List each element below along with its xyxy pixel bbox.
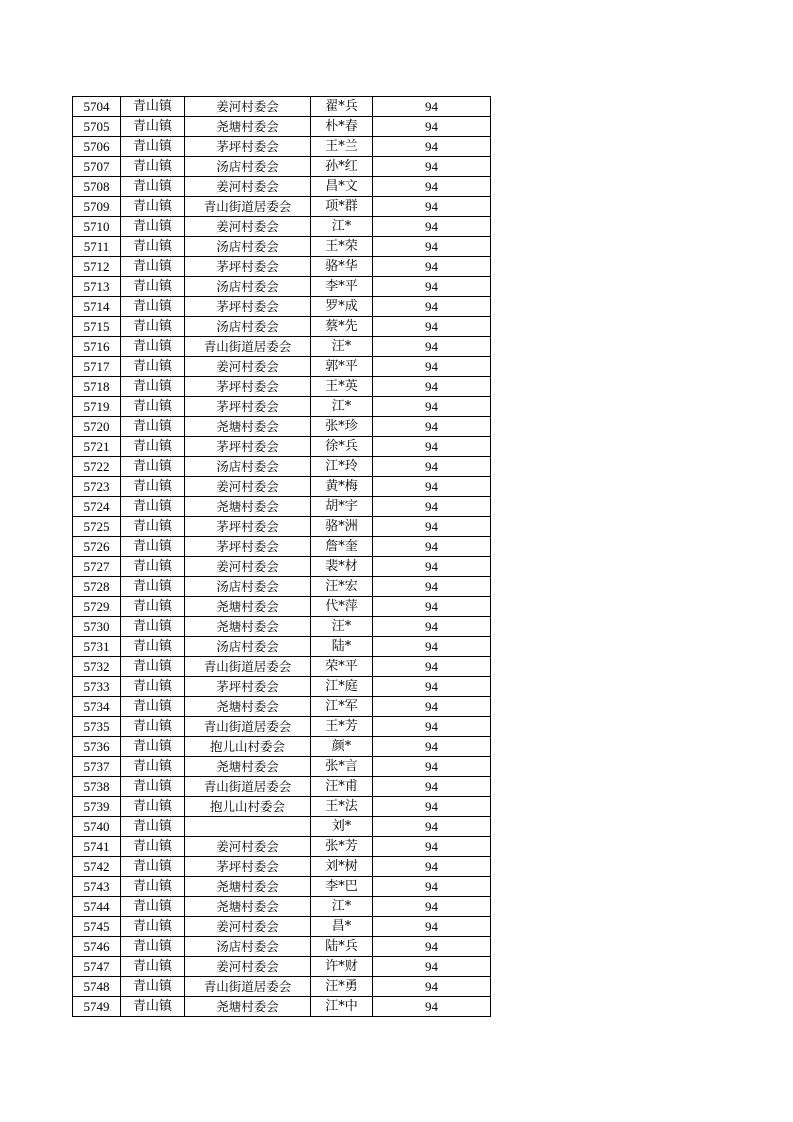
score-cell: 94 xyxy=(373,677,491,697)
row-number-cell: 5714 xyxy=(73,297,121,317)
row-number-cell: 5732 xyxy=(73,657,121,677)
town-cell: 青山镇 xyxy=(121,337,185,357)
row-number-cell: 5747 xyxy=(73,957,121,977)
table-row xyxy=(73,437,491,457)
person-name-cell: 黄*梅 xyxy=(311,477,373,497)
row-number-cell: 5717 xyxy=(73,357,121,377)
row-number-cell: 5718 xyxy=(73,377,121,397)
town-cell: 青山镇 xyxy=(121,857,185,877)
town-cell: 青山镇 xyxy=(121,937,185,957)
person-name-cell: 蔡*先 xyxy=(311,317,373,337)
table-row xyxy=(73,357,491,377)
score-cell: 94 xyxy=(373,777,491,797)
row-number-cell: 5748 xyxy=(73,977,121,997)
row-number-cell: 5741 xyxy=(73,837,121,857)
person-name-cell: 陆*兵 xyxy=(311,937,373,957)
person-name-cell: 刘*树 xyxy=(311,857,373,877)
table-row xyxy=(73,297,491,317)
table-row xyxy=(73,837,491,857)
person-name-cell: 江*庭 xyxy=(311,677,373,697)
score-cell: 94 xyxy=(373,957,491,977)
town-cell: 青山镇 xyxy=(121,717,185,737)
person-name-cell: 徐*兵 xyxy=(311,437,373,457)
person-name-cell: 王*兰 xyxy=(311,137,373,157)
score-cell: 94 xyxy=(373,817,491,837)
person-name-cell: 江*中 xyxy=(311,997,373,1017)
row-number-cell: 5724 xyxy=(73,497,121,517)
committee-cell: 青山街道居委会 xyxy=(185,657,311,677)
score-cell: 94 xyxy=(373,357,491,377)
person-name-cell: 江* xyxy=(311,217,373,237)
row-number-cell: 5742 xyxy=(73,857,121,877)
score-cell: 94 xyxy=(373,217,491,237)
committee-cell: 茅坪村委会 xyxy=(185,297,311,317)
table-row xyxy=(73,697,491,717)
committee-cell: 汤店村委会 xyxy=(185,637,311,657)
committee-cell: 汤店村委会 xyxy=(185,577,311,597)
person-name-cell: 朴*春 xyxy=(311,117,373,137)
score-cell: 94 xyxy=(373,197,491,217)
town-cell: 青山镇 xyxy=(121,117,185,137)
table-row xyxy=(73,637,491,657)
town-cell: 青山镇 xyxy=(121,797,185,817)
committee-cell: 姜河村委会 xyxy=(185,837,311,857)
person-name-cell: 孙*红 xyxy=(311,157,373,177)
table-row xyxy=(73,857,491,877)
row-number-cell: 5733 xyxy=(73,677,121,697)
score-cell: 94 xyxy=(373,637,491,657)
row-number-cell: 5749 xyxy=(73,997,121,1017)
committee-cell: 茅坪村委会 xyxy=(185,677,311,697)
committee-cell: 茅坪村委会 xyxy=(185,397,311,417)
person-name-cell: 王*英 xyxy=(311,377,373,397)
person-name-cell: 张*珍 xyxy=(311,417,373,437)
row-number-cell: 5737 xyxy=(73,757,121,777)
table-row xyxy=(73,917,491,937)
row-number-cell: 5707 xyxy=(73,157,121,177)
committee-cell: 抱儿山村委会 xyxy=(185,737,311,757)
table-row xyxy=(73,257,491,277)
town-cell: 青山镇 xyxy=(121,697,185,717)
score-cell: 94 xyxy=(373,137,491,157)
score-cell: 94 xyxy=(373,517,491,537)
row-number-cell: 5730 xyxy=(73,617,121,637)
table-row xyxy=(73,657,491,677)
score-cell: 94 xyxy=(373,697,491,717)
row-number-cell: 5746 xyxy=(73,937,121,957)
table-row xyxy=(73,537,491,557)
town-cell: 青山镇 xyxy=(121,397,185,417)
table-row xyxy=(73,797,491,817)
score-cell: 94 xyxy=(373,377,491,397)
table-row xyxy=(73,977,491,997)
committee-cell: 茅坪村委会 xyxy=(185,377,311,397)
row-number-cell: 5711 xyxy=(73,237,121,257)
person-name-cell: 许*财 xyxy=(311,957,373,977)
committee-cell: 汤店村委会 xyxy=(185,457,311,477)
table-row xyxy=(73,877,491,897)
town-cell: 青山镇 xyxy=(121,97,185,117)
town-cell: 青山镇 xyxy=(121,917,185,937)
town-cell: 青山镇 xyxy=(121,137,185,157)
town-cell: 青山镇 xyxy=(121,537,185,557)
row-number-cell: 5721 xyxy=(73,437,121,457)
person-name-cell: 项*群 xyxy=(311,197,373,217)
committee-cell: 姜河村委会 xyxy=(185,557,311,577)
committee-cell: 尧塘村委会 xyxy=(185,757,311,777)
table-row xyxy=(73,957,491,977)
row-number-cell: 5715 xyxy=(73,317,121,337)
town-cell: 青山镇 xyxy=(121,237,185,257)
person-name-cell: 胡*宇 xyxy=(311,497,373,517)
row-number-cell: 5712 xyxy=(73,257,121,277)
committee-cell: 尧塘村委会 xyxy=(185,417,311,437)
person-name-cell: 代*萍 xyxy=(311,597,373,617)
row-number-cell: 5740 xyxy=(73,817,121,837)
score-cell: 94 xyxy=(373,597,491,617)
person-name-cell: 昌*文 xyxy=(311,177,373,197)
committee-cell: 姜河村委会 xyxy=(185,477,311,497)
table-row xyxy=(73,597,491,617)
table-row xyxy=(73,617,491,637)
committee-cell: 茅坪村委会 xyxy=(185,857,311,877)
committee-cell: 抱儿山村委会 xyxy=(185,797,311,817)
person-name-cell: 詹*奎 xyxy=(311,537,373,557)
row-number-cell: 5708 xyxy=(73,177,121,197)
person-name-cell: 张*言 xyxy=(311,757,373,777)
table-row xyxy=(73,737,491,757)
town-cell: 青山镇 xyxy=(121,897,185,917)
table-row xyxy=(73,237,491,257)
person-name-cell: 翟*兵 xyxy=(311,97,373,117)
town-cell: 青山镇 xyxy=(121,837,185,857)
score-cell: 94 xyxy=(373,257,491,277)
town-cell: 青山镇 xyxy=(121,377,185,397)
town-cell: 青山镇 xyxy=(121,417,185,437)
person-name-cell: 江* xyxy=(311,897,373,917)
row-number-cell: 5705 xyxy=(73,117,121,137)
committee-cell: 茅坪村委会 xyxy=(185,437,311,457)
town-cell: 青山镇 xyxy=(121,357,185,377)
row-number-cell: 5731 xyxy=(73,637,121,657)
table-row xyxy=(73,137,491,157)
table-row xyxy=(73,457,491,477)
committee-cell: 汤店村委会 xyxy=(185,937,311,957)
row-number-cell: 5745 xyxy=(73,917,121,937)
score-cell: 94 xyxy=(373,857,491,877)
town-cell: 青山镇 xyxy=(121,677,185,697)
committee-cell: 青山街道居委会 xyxy=(185,717,311,737)
score-cell: 94 xyxy=(373,877,491,897)
table-row xyxy=(73,897,491,917)
row-number-cell: 5729 xyxy=(73,597,121,617)
score-cell: 94 xyxy=(373,837,491,857)
score-cell: 94 xyxy=(373,457,491,477)
town-cell: 青山镇 xyxy=(121,737,185,757)
score-cell: 94 xyxy=(373,337,491,357)
row-number-cell: 5709 xyxy=(73,197,121,217)
row-number-cell: 5726 xyxy=(73,537,121,557)
committee-cell: 尧塘村委会 xyxy=(185,897,311,917)
score-cell: 94 xyxy=(373,397,491,417)
table-row xyxy=(73,397,491,417)
table-row xyxy=(73,337,491,357)
committee-cell: 尧塘村委会 xyxy=(185,997,311,1017)
score-cell: 94 xyxy=(373,737,491,757)
table-row xyxy=(73,517,491,537)
town-cell: 青山镇 xyxy=(121,757,185,777)
town-cell: 青山镇 xyxy=(121,197,185,217)
score-cell: 94 xyxy=(373,177,491,197)
table-row xyxy=(73,117,491,137)
table-row xyxy=(73,377,491,397)
score-cell: 94 xyxy=(373,577,491,597)
person-name-cell: 荣*平 xyxy=(311,657,373,677)
town-cell: 青山镇 xyxy=(121,577,185,597)
score-cell: 94 xyxy=(373,117,491,137)
committee-cell: 尧塘村委会 xyxy=(185,697,311,717)
town-cell: 青山镇 xyxy=(121,817,185,837)
row-number-cell: 5734 xyxy=(73,697,121,717)
row-number-cell: 5723 xyxy=(73,477,121,497)
row-number-cell: 5720 xyxy=(73,417,121,437)
committee-cell: 茅坪村委会 xyxy=(185,137,311,157)
row-number-cell: 5739 xyxy=(73,797,121,817)
town-cell: 青山镇 xyxy=(121,877,185,897)
table-row xyxy=(73,557,491,577)
committee-cell: 青山街道居委会 xyxy=(185,977,311,997)
table-row xyxy=(73,997,491,1017)
town-cell: 青山镇 xyxy=(121,257,185,277)
row-number-cell: 5719 xyxy=(73,397,121,417)
committee-cell: 姜河村委会 xyxy=(185,917,311,937)
row-number-cell: 5704 xyxy=(73,97,121,117)
score-cell: 94 xyxy=(373,537,491,557)
town-cell: 青山镇 xyxy=(121,217,185,237)
score-cell: 94 xyxy=(373,277,491,297)
person-name-cell: 汪*勇 xyxy=(311,977,373,997)
committee-cell: 汤店村委会 xyxy=(185,317,311,337)
person-name-cell: 李*平 xyxy=(311,277,373,297)
person-name-cell: 裴*材 xyxy=(311,557,373,577)
row-number-cell: 5738 xyxy=(73,777,121,797)
person-name-cell: 张*芳 xyxy=(311,837,373,857)
row-number-cell: 5706 xyxy=(73,137,121,157)
committee-cell: 汤店村委会 xyxy=(185,277,311,297)
roster-table xyxy=(72,96,491,1017)
table-row xyxy=(73,477,491,497)
committee-cell: 姜河村委会 xyxy=(185,177,311,197)
committee-cell: 尧塘村委会 xyxy=(185,497,311,517)
town-cell: 青山镇 xyxy=(121,437,185,457)
table-row xyxy=(73,817,491,837)
score-cell: 94 xyxy=(373,797,491,817)
table-row xyxy=(73,777,491,797)
committee-cell: 茅坪村委会 xyxy=(185,537,311,557)
person-name-cell: 汪*甫 xyxy=(311,777,373,797)
score-cell: 94 xyxy=(373,717,491,737)
score-cell: 94 xyxy=(373,657,491,677)
person-name-cell: 汪*宏 xyxy=(311,577,373,597)
person-name-cell: 江*军 xyxy=(311,697,373,717)
row-number-cell: 5743 xyxy=(73,877,121,897)
person-name-cell: 昌* xyxy=(311,917,373,937)
score-cell: 94 xyxy=(373,917,491,937)
score-cell: 94 xyxy=(373,757,491,777)
committee-cell: 姜河村委会 xyxy=(185,357,311,377)
town-cell: 青山镇 xyxy=(121,997,185,1017)
town-cell: 青山镇 xyxy=(121,497,185,517)
score-cell: 94 xyxy=(373,997,491,1017)
person-name-cell: 罗*成 xyxy=(311,297,373,317)
committee-cell: 尧塘村委会 xyxy=(185,617,311,637)
person-name-cell: 汪* xyxy=(311,337,373,357)
score-cell: 94 xyxy=(373,437,491,457)
person-name-cell: 王*芳 xyxy=(311,717,373,737)
town-cell: 青山镇 xyxy=(121,617,185,637)
score-cell: 94 xyxy=(373,897,491,917)
table-row xyxy=(73,97,491,117)
score-cell: 94 xyxy=(373,157,491,177)
table-row xyxy=(73,317,491,337)
person-name-cell: 王*法 xyxy=(311,797,373,817)
table-row xyxy=(73,577,491,597)
score-cell: 94 xyxy=(373,237,491,257)
town-cell: 青山镇 xyxy=(121,557,185,577)
table-row xyxy=(73,677,491,697)
table-row xyxy=(73,937,491,957)
table-row xyxy=(73,217,491,237)
row-number-cell: 5716 xyxy=(73,337,121,357)
town-cell: 青山镇 xyxy=(121,977,185,997)
committee-cell: 姜河村委会 xyxy=(185,217,311,237)
roster-table-body xyxy=(73,97,491,1017)
row-number-cell: 5722 xyxy=(73,457,121,477)
person-name-cell: 骆*洲 xyxy=(311,517,373,537)
person-name-cell: 郭*平 xyxy=(311,357,373,377)
town-cell: 青山镇 xyxy=(121,277,185,297)
town-cell: 青山镇 xyxy=(121,597,185,617)
town-cell: 青山镇 xyxy=(121,517,185,537)
row-number-cell: 5735 xyxy=(73,717,121,737)
town-cell: 青山镇 xyxy=(121,777,185,797)
committee-cell: 尧塘村委会 xyxy=(185,597,311,617)
score-cell: 94 xyxy=(373,477,491,497)
committee-cell: 汤店村委会 xyxy=(185,157,311,177)
person-name-cell: 刘* xyxy=(311,817,373,837)
town-cell: 青山镇 xyxy=(121,177,185,197)
town-cell: 青山镇 xyxy=(121,657,185,677)
person-name-cell: 李*巴 xyxy=(311,877,373,897)
score-cell: 94 xyxy=(373,297,491,317)
committee-cell: 姜河村委会 xyxy=(185,97,311,117)
table-row xyxy=(73,757,491,777)
town-cell: 青山镇 xyxy=(121,477,185,497)
person-name-cell: 陆* xyxy=(311,637,373,657)
score-cell: 94 xyxy=(373,617,491,637)
committee-cell: 青山街道居委会 xyxy=(185,197,311,217)
score-cell: 94 xyxy=(373,97,491,117)
committee-cell: 青山街道居委会 xyxy=(185,777,311,797)
table-row xyxy=(73,417,491,437)
town-cell: 青山镇 xyxy=(121,637,185,657)
town-cell: 青山镇 xyxy=(121,297,185,317)
town-cell: 青山镇 xyxy=(121,157,185,177)
town-cell: 青山镇 xyxy=(121,317,185,337)
score-cell: 94 xyxy=(373,977,491,997)
row-number-cell: 5710 xyxy=(73,217,121,237)
row-number-cell: 5728 xyxy=(73,577,121,597)
town-cell: 青山镇 xyxy=(121,457,185,477)
committee-cell: 姜河村委会 xyxy=(185,957,311,977)
committee-cell: 青山街道居委会 xyxy=(185,337,311,357)
person-name-cell: 江*玲 xyxy=(311,457,373,477)
person-name-cell: 颜* xyxy=(311,737,373,757)
person-name-cell: 汪* xyxy=(311,617,373,637)
score-cell: 94 xyxy=(373,317,491,337)
table-row xyxy=(73,717,491,737)
score-cell: 94 xyxy=(373,937,491,957)
person-name-cell: 骆*华 xyxy=(311,257,373,277)
town-cell: 青山镇 xyxy=(121,957,185,977)
committee-cell xyxy=(185,817,311,837)
committee-cell: 汤店村委会 xyxy=(185,237,311,257)
row-number-cell: 5744 xyxy=(73,897,121,917)
score-cell: 94 xyxy=(373,497,491,517)
committee-cell: 尧塘村委会 xyxy=(185,117,311,137)
score-cell: 94 xyxy=(373,417,491,437)
table-row xyxy=(73,497,491,517)
committee-cell: 茅坪村委会 xyxy=(185,517,311,537)
score-cell: 94 xyxy=(373,557,491,577)
person-name-cell: 王*荣 xyxy=(311,237,373,257)
table-row xyxy=(73,157,491,177)
committee-cell: 茅坪村委会 xyxy=(185,257,311,277)
committee-cell: 尧塘村委会 xyxy=(185,877,311,897)
table-row xyxy=(73,177,491,197)
table-row xyxy=(73,197,491,217)
row-number-cell: 5725 xyxy=(73,517,121,537)
table-row xyxy=(73,277,491,297)
row-number-cell: 5736 xyxy=(73,737,121,757)
row-number-cell: 5727 xyxy=(73,557,121,577)
person-name-cell: 江* xyxy=(311,397,373,417)
row-number-cell: 5713 xyxy=(73,277,121,297)
